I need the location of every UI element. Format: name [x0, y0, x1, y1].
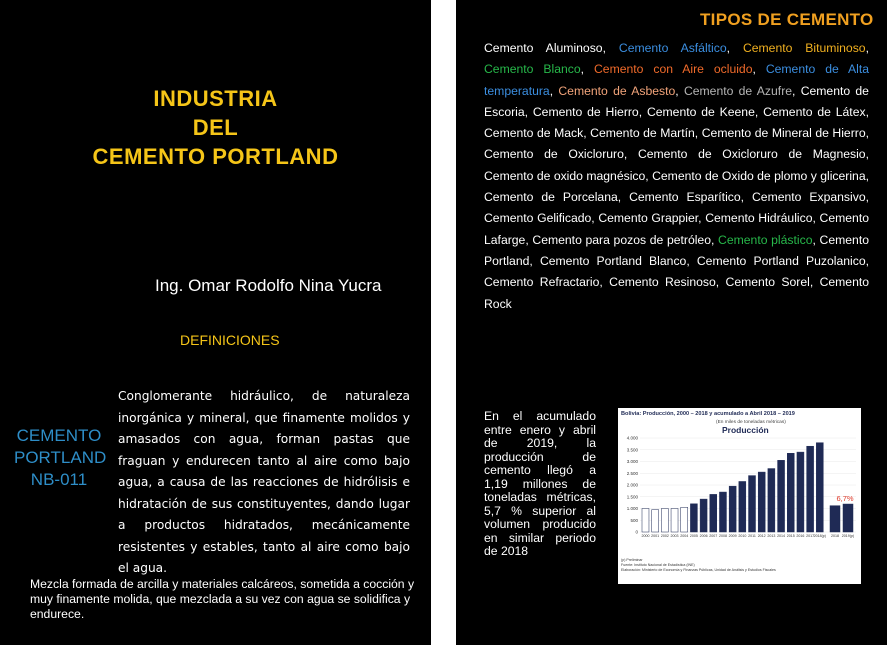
chart-source-line: Fuente: Instituto Nacional de Estadística (INE): [621, 563, 695, 567]
separator: ,: [599, 275, 610, 290]
bar: [710, 494, 717, 532]
growth-callout: 6,7%: [836, 494, 854, 503]
bar: [830, 506, 840, 532]
separator: ,: [638, 104, 647, 119]
cement-type-item: Cemento Refractario: [484, 275, 600, 290]
cement-type-item: Cemento Rock: [484, 275, 870, 311]
separator: ,: [865, 253, 869, 268]
bar: [797, 452, 804, 532]
y-tick-label: 3.000: [626, 459, 638, 464]
y-tick-label: 4.000: [626, 435, 638, 441]
x-tick-label: 2004: [680, 534, 689, 538]
separator: ,: [617, 190, 630, 205]
types-heading: TIPOS DE CEMENTO: [700, 10, 874, 29]
x-tick-label: 2001: [651, 534, 660, 538]
separator: ,: [602, 41, 619, 55]
left-page: [0, 0, 431, 645]
production-chart: [618, 408, 861, 584]
bar: [843, 504, 853, 532]
x-tick-label: 2018: [831, 534, 839, 538]
cement-type-item: Cemento para pozos de petróleo: [532, 232, 711, 247]
bar: [778, 460, 785, 532]
x-tick-label: 2014: [777, 534, 786, 538]
title-line: CEMENTO PORTLAND: [92, 144, 339, 169]
production-text: En el acumulado entre enero y abril de 2019, la producción de cemento llegó a 1,19 millones de toneladas métricas, 5,7 % superior al volumen producido en similar periodo de 2018: [484, 409, 596, 558]
x-tick-label: 2013: [767, 534, 776, 538]
x-tick-label: 2011: [748, 534, 756, 538]
bar: [816, 443, 823, 532]
y-tick-label: 1.000: [626, 506, 638, 511]
cement-type-item: Cemento de Oxicloruro de Magnesio: [637, 147, 866, 162]
x-tick-label: 2002: [660, 534, 669, 538]
separator: ,: [645, 168, 653, 183]
cement-type-item: Cemento de Azufre: [683, 83, 793, 98]
cement-type-item: Cemento con Aire ocluido: [593, 62, 753, 77]
cement-type-item: Cemento de oxido magnésico: [484, 168, 646, 183]
author-name: Ing. Omar Rodolfo Nina Yucra: [155, 276, 382, 295]
x-tick-label: 2012: [757, 534, 766, 538]
cement-type-item: Cemento de Mineral de Hierro: [701, 126, 866, 141]
term-line: NB-011: [30, 470, 88, 489]
term-line: PORTLAND: [14, 448, 107, 467]
separator: ,: [865, 147, 869, 162]
term-label: [14, 425, 107, 491]
page-gutter: [431, 0, 456, 645]
cement-type-item: Cemento Lafarge: [484, 211, 869, 247]
separator: ,: [580, 62, 594, 77]
y-tick-label: 1.500: [626, 494, 638, 500]
separator: ,: [812, 211, 820, 226]
y-tick-label: 500: [630, 517, 638, 523]
cement-type-item: Cemento de Porcelana: [484, 190, 618, 205]
chart-source-line: Elaboración: Ministerio de Economía y Finanzas Públicas, Unidad de Análisis y Estudios Fiscales: [621, 568, 776, 572]
y-tick-label: 0: [635, 529, 638, 535]
x-tick-label: 2000: [641, 534, 650, 538]
bar: [758, 472, 765, 532]
x-tick-label: 2019(p): [841, 534, 855, 538]
separator: ,: [711, 232, 719, 247]
separator: ,: [583, 126, 591, 141]
separator: ,: [865, 190, 869, 205]
cement-type-item: Cemento Portland Puzolanico: [696, 253, 866, 268]
separator: ,: [686, 253, 697, 268]
bars-group: [642, 443, 853, 532]
bar: [719, 492, 726, 532]
bar: [671, 509, 678, 533]
cement-type-item: Cemento de Mack: [484, 126, 584, 141]
title-line: DEL: [192, 115, 239, 140]
separator: ,: [809, 275, 820, 290]
y-tick-label: 2.500: [626, 470, 638, 476]
definition-text: Conglomerante hidráulico, de naturaleza inorgánica y mineral, que finamente molidos y amasados con agua, forman pastas que fraguan y endurecen tanto al aire como bajo agua, a causa de las reacciones de hidrólisis e hidratación de sus constituyentes, dando lugar a productos hidratados, mecánicamente resistentes y estables, tanto al aire como bajo el agua.: [118, 389, 410, 575]
bar: [652, 510, 659, 532]
separator: ,: [865, 126, 869, 141]
x-tick-label: 2008: [718, 534, 727, 538]
x-tick-label: 2017: [806, 534, 815, 538]
cement-type-item: Cemento Aluminoso: [484, 41, 603, 55]
cement-type-item: Cemento de Hierro: [532, 104, 639, 119]
separator: ,: [865, 41, 869, 55]
bar: [807, 446, 814, 532]
separator: ,: [694, 126, 702, 141]
separator: ,: [865, 104, 869, 119]
x-tick-label: 2007: [709, 534, 718, 538]
bar: [787, 453, 794, 532]
x-tick-label: 2009: [728, 534, 737, 538]
chart-title: Bolivia: Producción, 2000 – 2018 y acumulado a Abril 2018 – 2019: [621, 411, 795, 417]
chart-source-line: (p) Preliminar: [621, 558, 643, 562]
separator: ,: [529, 253, 540, 268]
x-tick-label: 2006: [699, 534, 708, 538]
separator: ,: [726, 41, 743, 55]
cement-type-item: Cemento Gelificado: [484, 211, 592, 226]
separator: ,: [623, 147, 638, 162]
separator: ,: [591, 211, 599, 226]
bar: [749, 476, 756, 532]
term-line: CEMENTO: [16, 426, 102, 445]
bar: [681, 507, 688, 532]
chart-series-label: Producción: [722, 425, 769, 435]
cement-type-item: Cemento de Asbesto: [558, 83, 676, 98]
x-tick-label: 2003: [670, 534, 679, 538]
x-tick-label: 2005: [689, 534, 698, 538]
title-line: INDUSTRIA: [153, 86, 278, 111]
separator: ,: [715, 275, 726, 290]
separator: ,: [754, 104, 764, 119]
y-tick-label: 2.000: [626, 482, 638, 488]
cement-type-item: Cemento plástico: [718, 232, 813, 247]
bar: [700, 499, 707, 532]
chart-subtitle: (En miles de toneladas métricas): [716, 420, 786, 425]
separator: ,: [752, 62, 766, 77]
cement-type-item: Cemento Expansivo: [751, 190, 866, 205]
x-tick-label: 2015: [786, 534, 795, 538]
cement-type-item: Cemento de Martín: [590, 126, 695, 141]
chart-svg: [618, 408, 861, 584]
bar: [768, 469, 775, 532]
cement-type-item: Cemento de Alta temperatura: [484, 62, 870, 98]
cement-type-item: Cemento de Oxido de plomo y glicerina: [652, 168, 866, 183]
y-tick-label: 3.500: [626, 447, 638, 453]
separator: ,: [792, 83, 801, 98]
cement-type-item: Cemento Esparítico: [629, 190, 741, 205]
bar: [661, 509, 668, 533]
cement-type-item: Cemento Hidráulico: [705, 211, 813, 226]
types-list: [484, 38, 869, 315]
cement-type-item: Cemento de Oxicloruro: [484, 147, 624, 162]
bar: [739, 481, 746, 532]
cement-type-item: Cemento de Escoria: [484, 83, 869, 119]
cement-type-item: Cemento Resinoso: [609, 275, 716, 290]
cement-type-item: Cemento Portland Blanco: [539, 253, 687, 268]
separator: ,: [865, 168, 869, 183]
document-title: [0, 84, 431, 171]
separator: ,: [675, 83, 684, 98]
cement-type-item: Cemento Portland: [484, 232, 869, 268]
separator: ,: [698, 211, 706, 226]
bar: [642, 509, 649, 533]
separator: ,: [549, 83, 559, 98]
cement-type-item: Cemento Grappier: [598, 211, 699, 226]
cement-type-item: Cemento Asfáltico: [618, 41, 727, 55]
x-axis-labels: [641, 534, 854, 538]
separator: ,: [525, 232, 533, 247]
cement-type-item: Cemento de Látex: [763, 104, 866, 119]
bar: [690, 504, 697, 532]
separator: ,: [524, 104, 533, 119]
cement-type-item: Cemento Blanco: [484, 62, 581, 77]
x-tick-label: 2010: [738, 534, 747, 538]
x-tick-label: 2018(p): [813, 534, 826, 538]
cement-type-item: Cemento Sorel: [725, 275, 810, 290]
note-text: Mezcla formada de arcilla y materiales calcáreos, sometida a cocción y muy finamente molida, que mezclada a su vez con agua se solidifica y endurece.: [30, 577, 415, 621]
section-heading: DEFINICIONES: [180, 332, 280, 348]
bar: [729, 486, 736, 532]
separator: ,: [740, 190, 752, 205]
cement-type-item: Cemento de Keene: [646, 104, 755, 119]
separator: ,: [812, 232, 820, 247]
x-tick-label: 2016: [796, 534, 805, 538]
cement-type-item: Cemento Bituminoso: [742, 41, 866, 55]
